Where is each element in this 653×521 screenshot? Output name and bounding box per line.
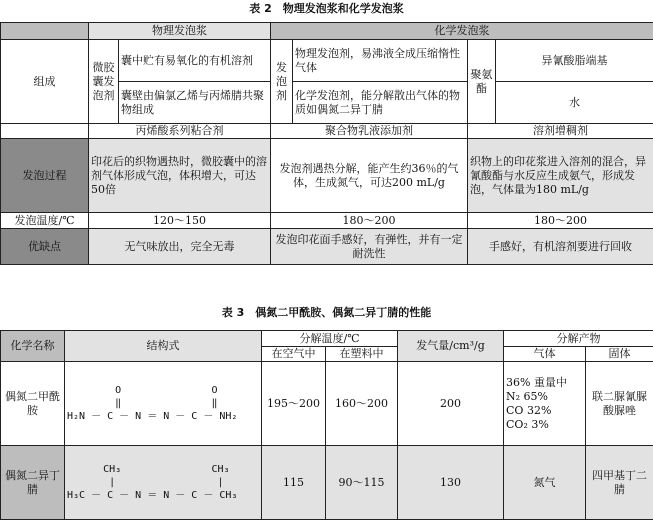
in-plastic-header: 在塑料中 [326, 347, 398, 362]
pros-label: 优缺点 [1, 229, 89, 265]
composition-label: 组成 [1, 40, 89, 124]
temperature-physical-cell: 120～150 [89, 213, 271, 229]
polyurethane-label: 聚氨酯 [468, 40, 496, 124]
pros-row [1, 229, 653, 265]
pros-agent-cell: 发泡印花面手感好，有弹性，并有一定耐洗性 [271, 229, 468, 265]
composition-row-1 [1, 40, 653, 82]
binder-chemical-cell: 溶剂增稠剂 [468, 124, 653, 139]
decomp-temp-plastic: 90～115 [326, 446, 398, 520]
gas-header: 气体 [504, 347, 586, 362]
header-chemical: 化学发泡浆 [271, 23, 653, 40]
binder-row [1, 124, 653, 139]
gas-products-cell [504, 362, 586, 446]
binder-empty-cell [1, 124, 89, 139]
name-header: 化学名称 [1, 331, 65, 362]
pros-chemical-cell: 手感好，有机溶剂要进行回收 [468, 229, 653, 265]
table3-header-row-1 [1, 331, 653, 347]
decomp-temp-header: 分解温度/℃ [262, 331, 398, 347]
table-row [1, 446, 653, 520]
structural-formula: O O ‖ ‖ H₂N － C － N ＝ N － C － NH₂ [65, 362, 262, 446]
gas-yield-value: 130 [398, 446, 504, 520]
process-chemical-cell: 织物上的印花浆进入溶剂的混合，异氰酸酯与水反应生成氨气，形成发泡，气体量为180 mL/g [468, 139, 653, 213]
process-label: 发泡过程 [1, 139, 89, 213]
isocyanate-cell: 异氰酸脂端基 [496, 40, 653, 82]
temperature-row [1, 213, 653, 229]
gas-products-line: N₂ 65% [506, 389, 548, 403]
table3 [0, 330, 653, 520]
compound-name: 偶氮二异丁腈 [1, 446, 65, 520]
decomp-temp-plastic: 160～200 [326, 362, 398, 446]
decomp-temp-air: 115 [262, 446, 326, 520]
agent-b-cell: 化学发泡剂，能分解散出气体的物质如偶氮二异丁腈 [293, 82, 468, 124]
solid-products-cell: 联二脲氰脲酸脲唑 [586, 362, 653, 446]
header-physical: 物理发泡浆 [89, 23, 271, 40]
capsule-core-cell: 囊中贮有易氧化的有机溶剂 [119, 40, 271, 82]
table2-caption: 表 2 物理发泡浆和化学发泡浆 [249, 2, 404, 15]
gas-products-line: CO₂ 3% [506, 417, 549, 431]
agent-a-cell: 物理发泡剂，易沸液全成压缩惰性气体 [293, 40, 468, 82]
process-physical-cell: 印花后的织物遇热时，微胶囊中的溶剂气体形成气泡，体积增大，可达50倍 [89, 139, 271, 213]
structure-header: 结构式 [65, 331, 262, 362]
decomp-temp-air: 195～200 [262, 362, 326, 446]
foaming-agent-label: 发泡剂 [271, 40, 293, 124]
capsule-wall-cell: 囊壁由偏氯乙烯与丙烯腈共聚物组成 [119, 82, 271, 124]
table3-caption: 表 3 偶氮二甲酰胺、偶氮二异丁腈的性能 [221, 306, 432, 319]
process-agent-cell: 发泡剂遇热分解，能产生约36％的气体，生成氮气，可达200 mL/g [271, 139, 468, 213]
table-row [1, 362, 653, 446]
pros-physical-cell: 无气味放出，完全无毒 [89, 229, 271, 265]
in-air-header: 在空气中 [262, 347, 326, 362]
binder-physical-cell: 丙烯酸系列粘合剂 [89, 124, 271, 139]
gas-yield-header: 发气量/cm³/g [398, 331, 504, 362]
compound-name: 偶氮二甲酰胺 [1, 362, 65, 446]
header-empty-cell [1, 23, 89, 40]
gas-products-cell: 氮气 [504, 446, 586, 520]
gas-products-line: CO 32% [506, 403, 552, 417]
structural-formula: CH₃ CH₃ | | H₃C － C － N ＝ N － C － CH₃ [65, 446, 262, 520]
temperature-label: 发泡温度/℃ [1, 213, 89, 229]
solid-header: 固体 [586, 347, 653, 362]
gas-products-line: 36% 重量中 [506, 375, 567, 389]
binder-polymer-cell: 聚合物乳液添加剂 [271, 124, 468, 139]
temperature-chemical-cell: 180～200 [468, 213, 653, 229]
micro-capsule-label: 微胶囊发泡剂 [89, 40, 119, 124]
temperature-agent-cell: 180～200 [271, 213, 468, 229]
table2-header-row [1, 23, 653, 40]
gas-yield-value: 200 [398, 362, 504, 446]
table2 [0, 22, 653, 265]
products-header: 分解产物 [504, 331, 653, 347]
solid-products-cell: 四甲基丁二腈 [586, 446, 653, 520]
water-cell: 水 [496, 82, 653, 124]
process-row [1, 139, 653, 213]
